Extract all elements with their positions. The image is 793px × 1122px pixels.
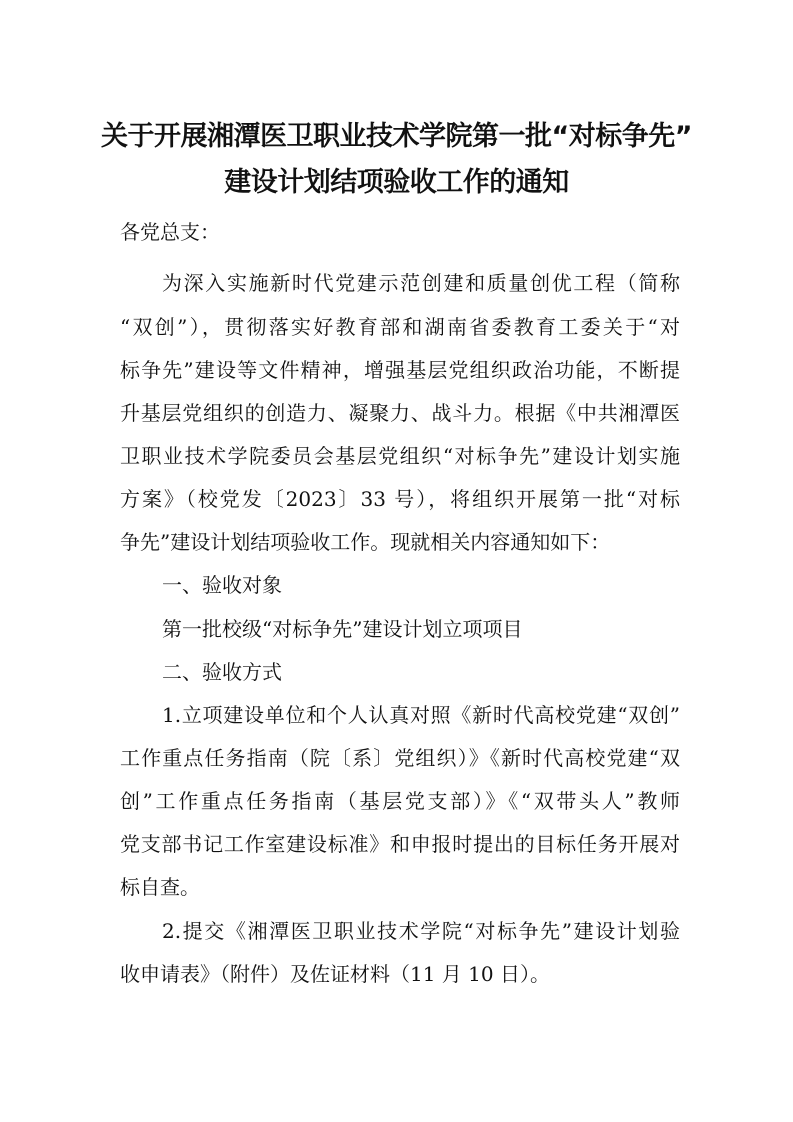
section-1-heading: 一、验收对象 [162, 573, 282, 597]
paragraph-line: 1.立项建设单位和个人认真对照《新时代高校党建“双创” [162, 703, 680, 727]
document-title-line-1: 关于开展湘潭医卫职业技术学院第一批“对标争先” [101, 121, 692, 152]
salutation: 各党总支： [120, 220, 220, 244]
paragraph-line: 党支部书记工作室建设标准》和申报时提出的目标任务开展对 [120, 832, 680, 856]
document-title-line-2: 建设计划结项验收工作的通知 [224, 167, 569, 198]
paragraph-line: “双创”），贯彻落实好教育部和湖南省委教育工委关于“对 [120, 315, 680, 339]
paragraph-line: 争先”建设计划结项验收工作。现就相关内容通知如下： [120, 530, 611, 554]
paragraph-line: 卫职业技术学院委员会基层党组织“对标争先”建设计划实施 [120, 444, 680, 468]
paragraph-line: 方案》（校党发〔2023〕33 号），将组织开展第一批“对标 [120, 487, 680, 511]
paragraph-line: 标自查。 [120, 875, 200, 899]
paragraph-line: 收申请表》（附件）及佐证材料（11 月 10 日）。 [120, 962, 550, 986]
paragraph-line: 工作重点任务指南（院〔系〕党组织）》《新时代高校党建“双 [120, 746, 680, 770]
section-2-heading: 二、验收方式 [162, 660, 282, 684]
paragraph-line: 升基层党组织的创造力、凝聚力、战斗力。根据《中共湘潭医 [120, 401, 680, 425]
paragraph-line: 为深入实施新时代党建示范创建和质量创优工程（简称 [162, 271, 680, 295]
paragraph-line: 2.提交《湘潭医卫职业技术学院“对标争先”建设计划验 [162, 919, 680, 943]
paragraph-line: 创”工作重点任务指南（基层党支部）》《“双带头人”教师 [120, 789, 680, 813]
section-1-body: 第一批校级“对标争先”建设计划立项项目 [162, 617, 523, 641]
paragraph-line: 标争先”建设等文件精神，增强基层党组织政治功能，不断提 [120, 358, 680, 382]
